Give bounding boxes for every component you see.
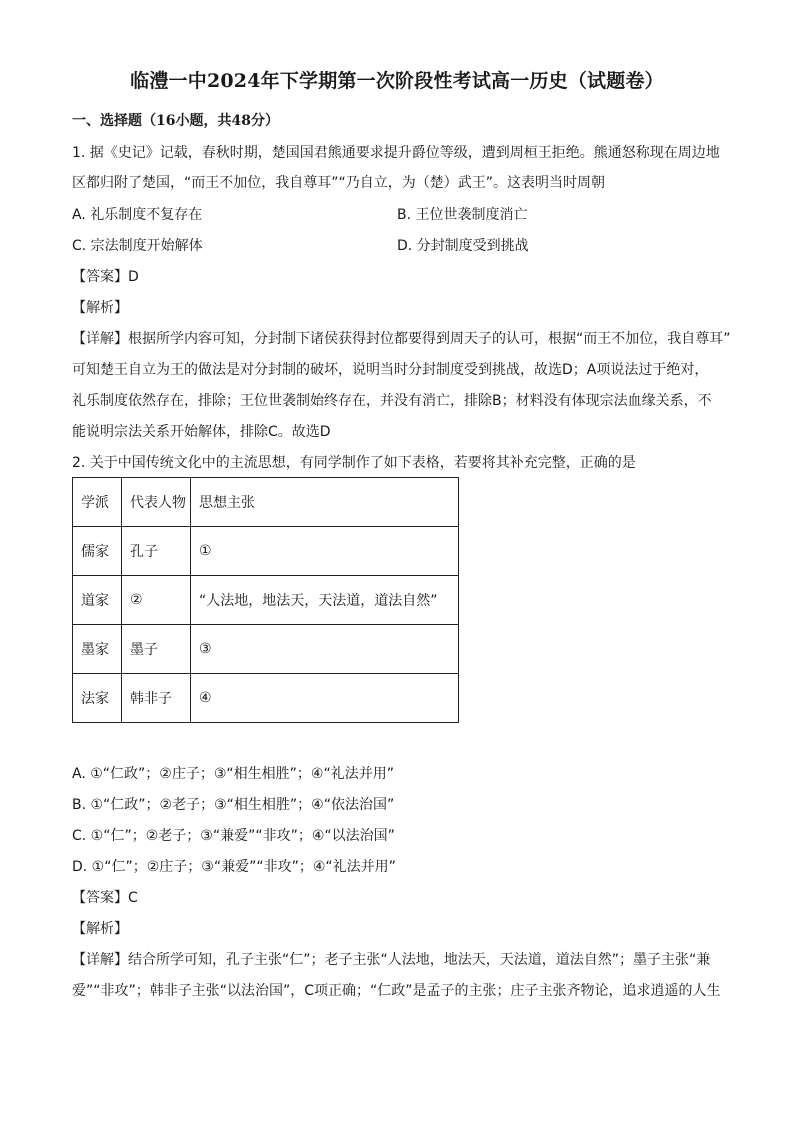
- q2-answer: 【答案】C: [72, 890, 138, 906]
- table-header-cell: 学派: [73, 478, 122, 527]
- thought-school-table: [72, 477, 459, 723]
- table-cell: ③: [191, 625, 459, 674]
- q2-option-b: B. ①“仁政”；②老子；③“相生相胜”；④“依法治国”: [72, 797, 395, 813]
- table-row: [73, 527, 459, 576]
- table-cell: ②: [122, 576, 191, 625]
- q1-detail-line1: 【详解】根据所学内容可知，分封制下诸侯获得封位都要得到周天子的认可，根据“而王不加位，我自尊耳”: [72, 331, 731, 347]
- page-title: 临澧一中2024年下学期第一次阶段性考试高一历史（试题卷）: [130, 70, 664, 92]
- table-cell: 韩非子: [122, 674, 191, 723]
- q1-analysis-label: 【解析】: [72, 300, 128, 316]
- table-cell: 墨子: [122, 625, 191, 674]
- q1-stem-line1: 1. 据《史记》记载，春秋时期，楚国国君熊通要求提升爵位等级，遭到周桓王拒绝。熊通怒称现在周边地: [72, 145, 720, 161]
- table-cell: “人法地，地法天，天法道，道法自然”: [191, 576, 459, 625]
- table-cell: 道家: [73, 576, 122, 625]
- q1-option-d: D. 分封制度受到挑战: [397, 238, 529, 254]
- q2-option-a: A. ①“仁政”；②庄子；③“相生相胜”；④“礼法并用”: [72, 766, 394, 782]
- q2-option-c: C. ①“仁”；②老子；③“兼爱”“非攻”；④“以法治国”: [72, 828, 395, 844]
- q1-answer: 【答案】D: [72, 269, 139, 285]
- table-cell: 儒家: [73, 527, 122, 576]
- q1-stem-line2: 区都归附了楚国，“而王不加位，我自尊耳”“乃自立，为（楚）武王”。这表明当时周朝: [72, 175, 606, 191]
- table-cell: 墨家: [73, 625, 122, 674]
- table-cell: ①: [191, 527, 459, 576]
- q2-stem: 2. 关于中国传统文化中的主流思想，有同学制作了如下表格，若要将其补充完整，正确的是: [72, 455, 636, 471]
- q1-option-c: C. 宗法制度开始解体: [72, 238, 203, 254]
- table-header-row: [73, 478, 459, 527]
- q2-detail-line2: 爱”“非攻”；韩非子主张“以法治国”，C项正确；“仁政”是孟子的主张；庄子主张齐物论，追求逍遥的人生: [72, 983, 721, 999]
- table-row: [73, 576, 459, 625]
- table-header-cell: 思想主张: [191, 478, 459, 527]
- q1-detail-line2: 可知楚王自立为王的做法是对分封制的破坏，说明当时分封制度受到挑战，故选D；A项说法过于绝对，: [72, 362, 709, 378]
- q2-option-d: D. ①“仁”；②庄子；③“兼爱”“非攻”；④“礼法并用”: [72, 859, 396, 875]
- table-cell: 孔子: [122, 527, 191, 576]
- table-cell: 法家: [73, 674, 122, 723]
- q1-detail-line4: 能说明宗法关系开始解体，排除C。故选D: [72, 424, 331, 440]
- q1-option-b: B. 王位世袭制度消亡: [397, 207, 528, 223]
- section-heading: 一、选择题（16小题，共48分）: [72, 113, 279, 129]
- table-row: [73, 625, 459, 674]
- table-row: [73, 674, 459, 723]
- q2-detail-line1: 【详解】结合所学可知，孔子主张“仁”；老子主张“人法地，地法天，天法道，道法自然”；墨子主张“兼: [72, 952, 711, 968]
- table-cell: ④: [191, 674, 459, 723]
- q2-analysis-label: 【解析】: [72, 921, 128, 937]
- q1-detail-line3: 礼乐制度依然存在，排除；王位世袭制始终存在，并没有消亡，排除B；材料没有体现宗法血缘关系，不: [72, 393, 712, 409]
- table-header-cell: 代表人物: [122, 478, 191, 527]
- q1-option-a: A. 礼乐制度不复存在: [72, 207, 203, 223]
